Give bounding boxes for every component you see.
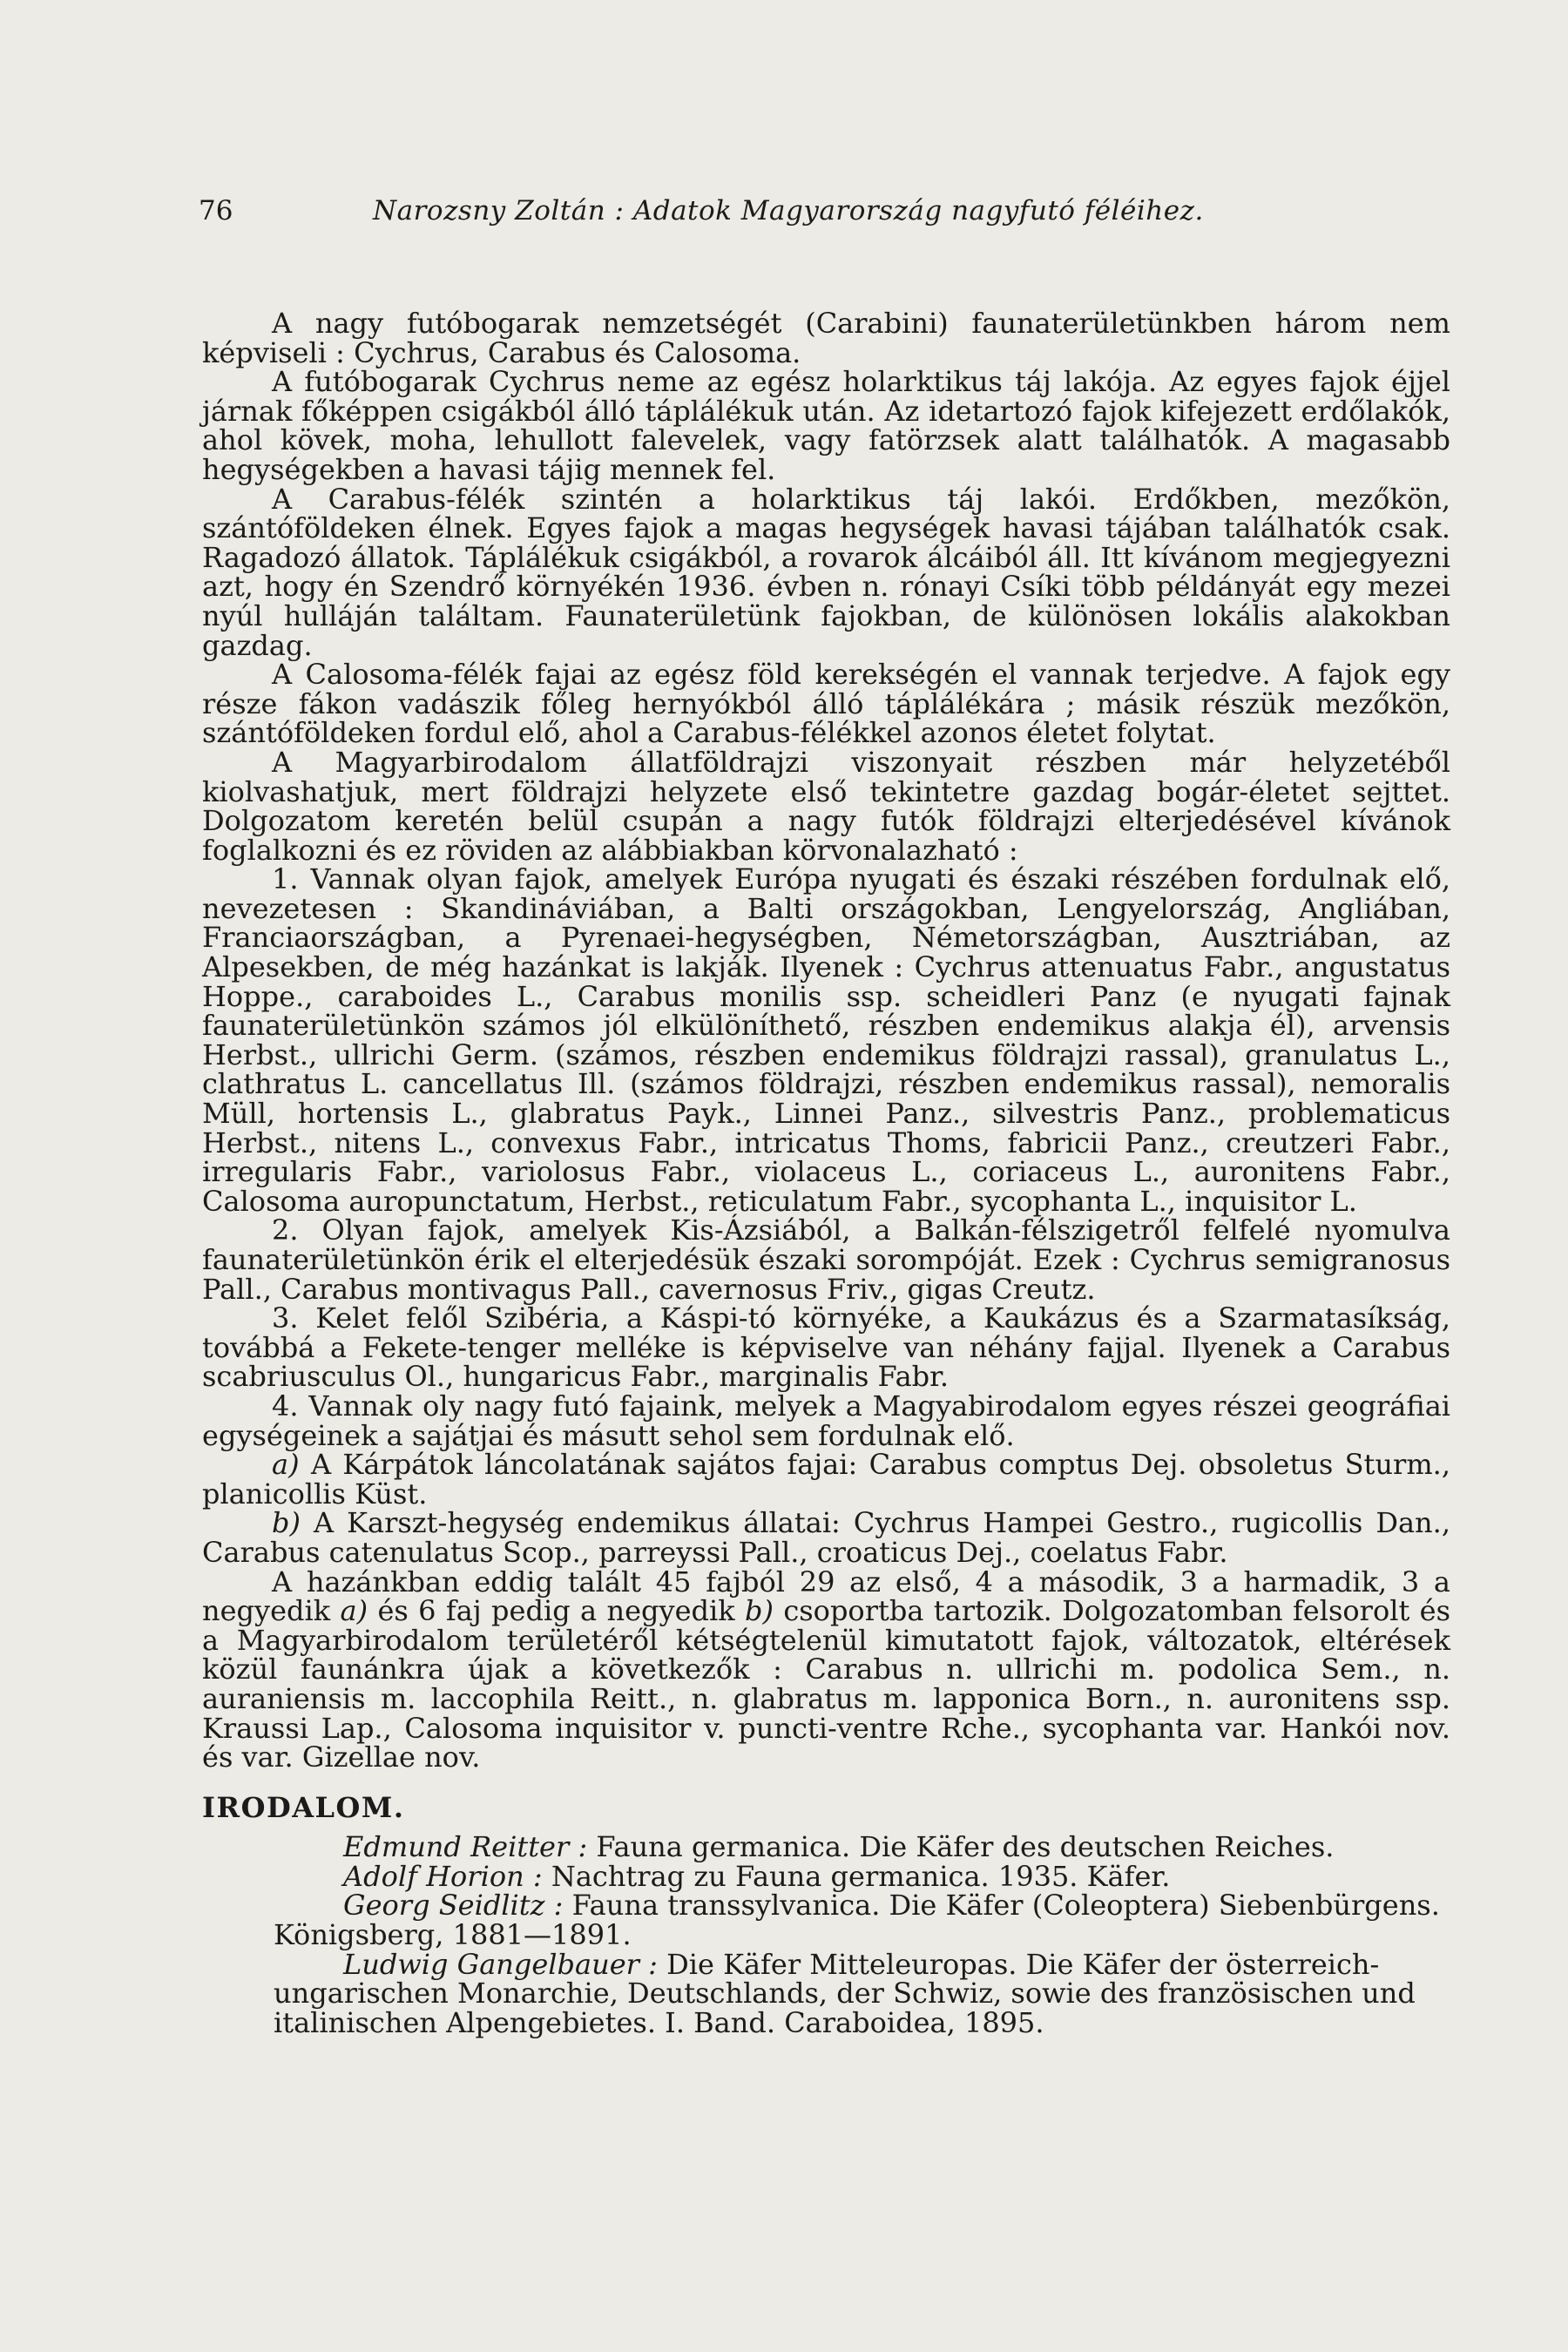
reference-item [202,1859,1450,1893]
running-title: Narozsny Zoltán : Adatok Magyarország nagyfutó féléihez. [373,195,1204,226]
summary-marker-b: b) [745,1594,774,1628]
reference-item [202,1891,1450,1950]
reference-text: Die Käfer Mitteleuropas. Die Käfer der österreich-ungarischen Monarchie, Deutschlands, der Schwiz, sowie des französischen und italinischen Alpengebietes. I. Band. Caraboidea, 1895. [274,1947,1416,2039]
paragraph-carabus: A Carabus-félék szintén a holarktikus táj lakói. Erdőkben, mezőkön, szántóföldeken élnek. Egyes fajok a magas hegységek havasi tájában találhatók csak. Ragadozó állatok. Táplálékuk csigákból, a rovarok álcáiból áll. Itt kívánom megjegyezni azt, hogy én Szendrő környékén 1936. évben n. rónayi Csíki több példányát egy mezei nyúl hulláján találtam. Faunaterületünk fajokban, de különösen lokális alakokban gazdag. [202,482,1450,662]
reference-author: Georg Seidlitz : [343,1889,564,1923]
page-number: 76 [199,195,233,226]
reference-author: Ludwig Gangelbauer : [343,1947,658,1981]
paragraph-group-4: 4. Vannak oly nagy futó fajaink, melyek a Magyabirodalom egyes részei geográfiai egységeinek a sajátjai és másutt sehol sem fordulnak elő. [202,1389,1450,1452]
summary-part-1: A hazánkban eddig talált 45 fajból 29 az első, 4 a második, 3 a harmadik, 3 a negyedik [202,1565,1450,1628]
paragraph-summary [202,1565,1451,1774]
summary-part-2: és 6 faj pedig a negyedik [377,1594,735,1628]
paragraph-cychrus: A futóbogarak Cychrus neme az egész holarktikus táj lakója. Az egyes fajok éjjel járnak főképpen csigákból álló táplálékuk után. Az idetartozó fajok kifejezett erdőlakók, ahol kövek, moha, lehullott falevelek, vagy fatörzsek alatt találhatók. A magasabb hegységekben a havasi tájig mennek fel. [202,365,1450,486]
reference-text: Fauna transsylvanica. Die Käfer (Coleoptera) Siebenbürgens. Königsberg, 1881—1891. [274,1889,1440,1952]
subgroup-a-text: A Kárpátok láncolatának sajátos fajai: Carabus comptus Dej. obsoletus Sturm., planicollis Küst. [202,1448,1451,1511]
subgroup-b-text: A Karszt-hegység endemikus állatai: Cychrus Hampei Gestro., rugicollis Dan., Carabus catenulatus Scop., parreyssi Pall., croaticus Dej., coelatus Fabr. [202,1506,1451,1569]
references-list [202,1830,1450,2039]
reference-text: Fauna germanica. Die Käfer des deutschen Reiches. [596,1830,1335,1864]
paragraph-calosoma: A Calosoma-félék fajai az egész föld kerekségén el vannak terjedve. A fajok egy része fákon vadászik főleg hernyókból álló táplálékára ; másik részük mezőkön, szántóföldeken fordul elő, ahol a Carabus-félékkel azonos életet folytat. [202,658,1450,750]
summary-marker-a: a) [340,1594,368,1628]
references-heading: IRODALOM. [202,1790,405,1824]
reference-author: Adolf Horion : [343,1859,543,1893]
summary-part-3: csoportba tartozik. Dolgozatomban felsorolt és a Magyarbirodalom területéről kétségtelenül kimutatott fajok, változatok, eltérések közül faunánkra újak a következők : Carabus n. ullrichi m. podolica Sem., n. auraniensis m. laccophila Reitt., n. glabratus m. lapponica Born., n. auronitens ssp. Kraussi Lap., Calosoma inquisitor v. puncti-ventre Rche., sycophanta var. Hankói nov. és var. Gizellae nov. [202,1594,1451,1774]
paragraph-group-2: 2. Olyan fajok, amelyek Kis-Ázsiából, a Balkán-félszigetről felfelé nyomulva faunaterületünkön érik el elterjedésük északi sorompóját. Ezek : Cychrus semigranosus Pall., Carabus montivagus Pall., cavernosus Friv., gigas Creutz. [202,1213,1450,1306]
subgroup-a-marker: a) [272,1448,300,1482]
paragraph-group-1: 1. Vannak olyan fajok, amelyek Európa nyugati és északi részében fordulnak elő, nevezetesen : Skandináviában, a Balti országokban, Lengyelország, Angliában, Franciaországban, a Pyrenaei-hegységben, Németországban, Ausztriában, az Alpesekben, de még hazánkat is lakják. Ilyenek : Cychrus attenuatus Fabr., angustatus Hoppe., caraboides L., Carabus monilis ssp. scheidleri Panz (e nyugati fajnak faunaterületünkön számos jól elkülöníthető, részben endemikus alakja él), arvensis Herbst., ullrichi Germ. (számos, részben endemikus földrajzi rassal), granulatus L., clathratus L. cancellatus Ill. (számos földrajzi, részben endemikus rassal), nemoralis Müll, hortensis L., glabratus Payk., Linnei Panz., silvestris Panz., problematicus Herbst., nitens L., convexus Fabr., intricatus Thoms, fabricii Panz., creutzeri Fabr., irregularis Fabr., variolosus Fabr., violaceus L., coriaceus L., auronitens Fabr., Calosoma auropunctatum, Herbst., reticulatum Fabr., sycophanta L., inquisitor L. [202,862,1450,1218]
reference-text: Nachtrag zu Fauna germanica. 1935. Käfer. [551,1859,1171,1893]
paragraph-zoogeography: A Magyarbirodalom állatföldrajzi viszonyait részben már helyzetéből kiolvashatjuk, mert földrajzi helyzete első tekintetre gazdag bogár-életet sejttet. Dolgozatom keretén belül csupán a nagy futók földrajzi elterjedésével kívánok foglalkozni és ez röviden az alábbiakban körvonalazható : [202,745,1450,867]
paragraph-subgroup-a [202,1450,1450,1509]
reference-item [202,1947,1450,2039]
article-body [202,309,1450,2038]
reference-author: Edmund Reitter : [343,1830,588,1864]
reference-item [202,1830,1450,1864]
subgroup-b-marker: b) [272,1506,301,1540]
paragraph-intro: A nagy futóbogarak nemzetségét (Carabini) faunaterületünkben három nem képviseli : Cychrus, Carabus és Calosoma. [202,307,1450,369]
paragraph-group-3: 3. Kelet felől Szibéria, a Káspi-tó környéke, a Kaukázus és a Szarmatasíkság, továbbá a Fekete-tenger melléke is képviselve van néhány fajjal. Ilyenek a Carabus scabriusculus Ol., hungaricus Fabr., marginalis Fabr. [202,1301,1450,1394]
paragraph-subgroup-b [202,1506,1451,1569]
